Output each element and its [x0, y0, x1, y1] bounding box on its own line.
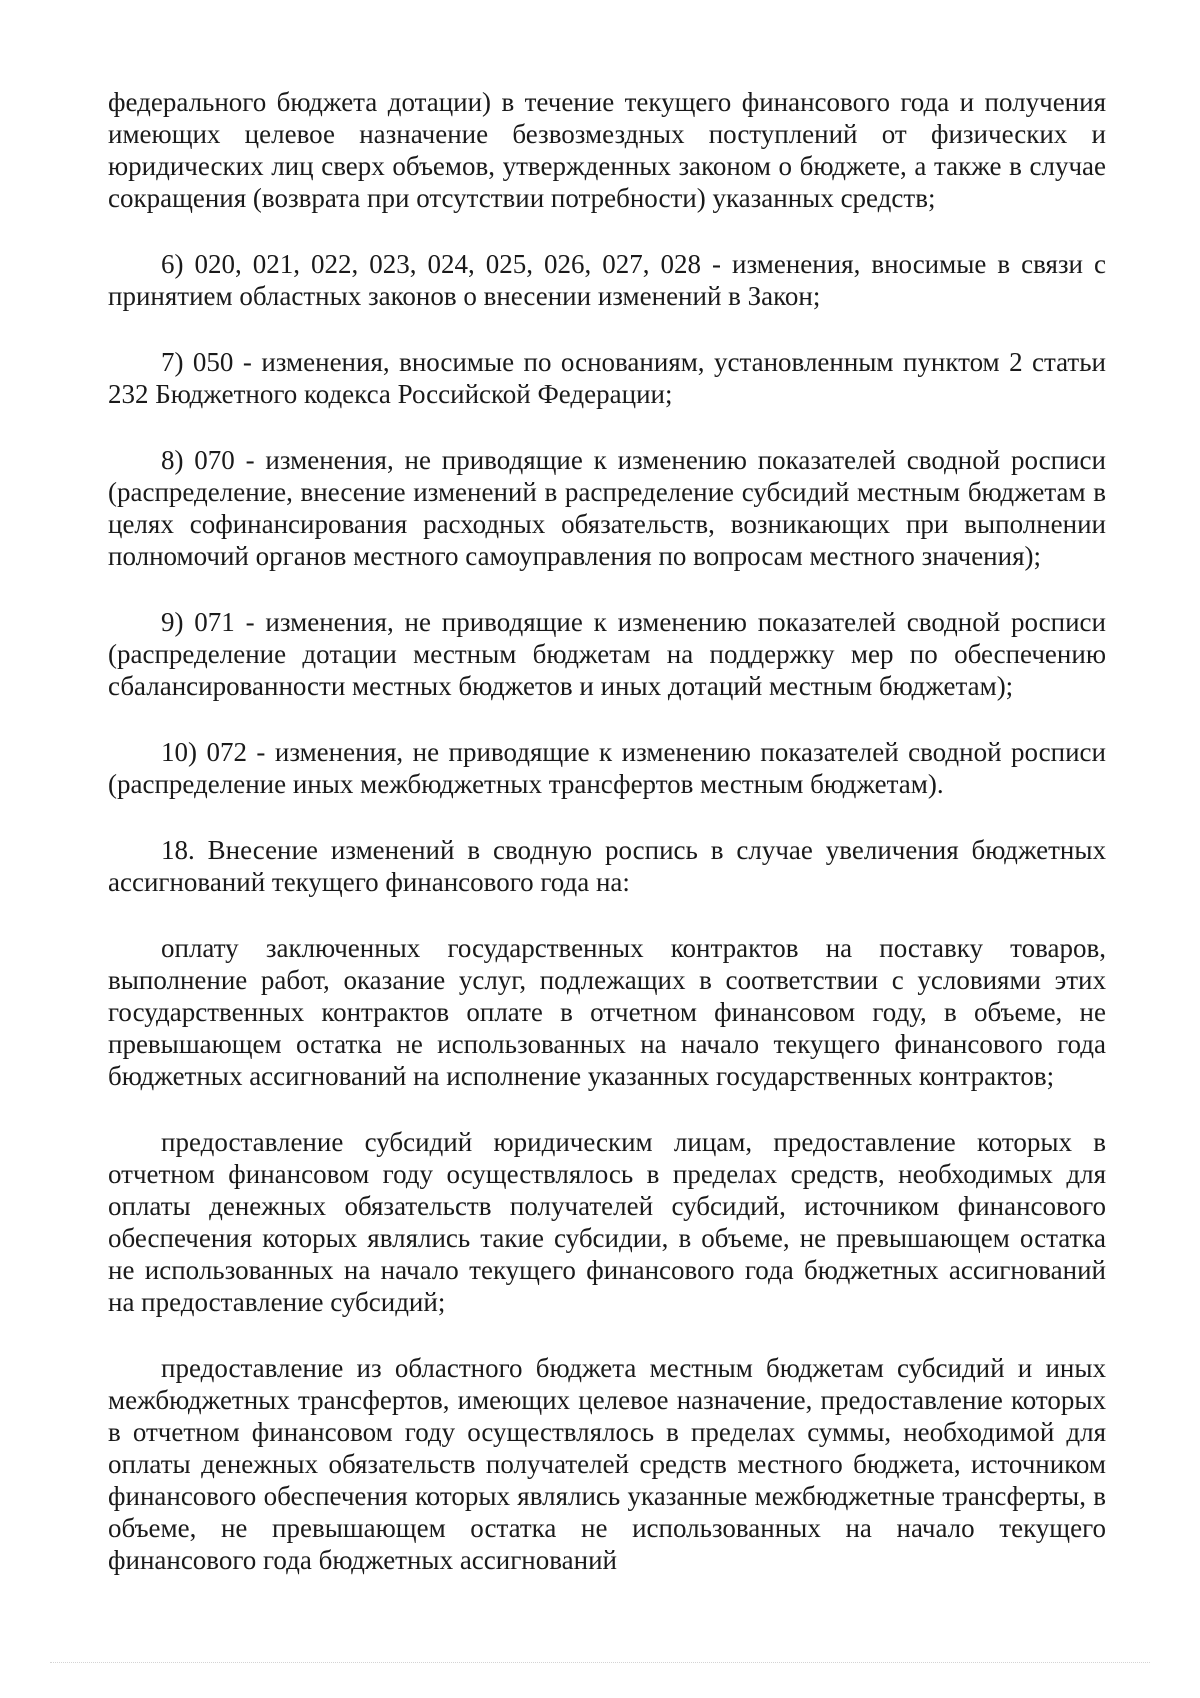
paragraph-continuation: федерального бюджета дотации) в течение текущего финансового года и получения имеющих целевое назначение безвозмездных поступлений от физических и юридических лиц сверх объемов, утвержденных законом о бюджете, а также в случае сокращения (возврата при отсутствии потребности) указанных средств;	[108, 87, 1106, 213]
paragraph-item-10: 10) 072 - изменения, не приводящие к изменению показателей сводной росписи (распределение иных межбюджетных трансфертов местным бюджетам).	[108, 737, 1106, 799]
paragraph-contracts: оплату заключенных государственных контрактов на поставку товаров, выполнение работ, оказание услуг, подлежащих в соответствии с условиями этих государственных контрактов оплате в отчетном финансовом году, в объеме, не превышающем остатка не использованных на начало текущего финансового года бюджетных ассигнований на исполнение указанных государственных контрактов;	[108, 933, 1106, 1091]
scan-edge-line	[50, 1662, 1150, 1665]
paragraph-local-budgets: предоставление из областного бюджета местным бюджетам субсидий и иных межбюджетных трансфертов, имеющих целевое назначение, предоставление которых в отчетном финансовом году осуществлялось в пределах суммы, необходимой для оплаты денежных обязательств получателей средств местного бюджета, источником финансового обеспечения которых являлись указанные межбюджетные трансферты, в объеме, не превышающем остатка не использованных на начало текущего финансового года бюджетных ассигнований	[108, 1353, 1106, 1575]
paragraph-item-8: 8) 070 - изменения, не приводящие к изменению показателей сводной росписи (распределение, внесение изменений в распределение субсидий местным бюджетам в целях софинансирования расходных обязательств, возникающих при выполнении полномочий органов местного самоуправления по вопросам местного значения);	[108, 445, 1106, 571]
paragraph-item-7: 7) 050 - изменения, вносимые по основаниям, установленным пунктом 2 статьи 232 Бюджетного кодекса Российской Федерации;	[108, 347, 1106, 409]
document-body	[108, 86, 1106, 1576]
paragraph-item-9: 9) 071 - изменения, не приводящие к изменению показателей сводной росписи (распределение дотации местным бюджетам на поддержку мер по обеспечению сбалансированности местных бюджетов и иных дотаций местным бюджетам);	[108, 607, 1106, 701]
paragraph-item-6: 6) 020, 021, 022, 023, 024, 025, 026, 027, 028 - изменения, вносимые в связи с принятием областных законов о внесении изменений в Закон;	[108, 249, 1106, 311]
paragraph-subsidies-legal-entities: предоставление субсидий юридическим лицам, предоставление которых в отчетном финансовом году осуществлялось в пределах средств, необходимых для оплаты денежных обязательств получателей субсидий, источником финансового обеспечения которых являлись такие субсидии, в объеме, не превышающем остатка не использованных на начало текущего финансового года бюджетных ассигнований на предоставление субсидий;	[108, 1127, 1106, 1317]
paragraph-section-18: 18. Внесение изменений в сводную роспись в случае увеличения бюджетных ассигнований текущего финансового года на:	[108, 835, 1106, 897]
